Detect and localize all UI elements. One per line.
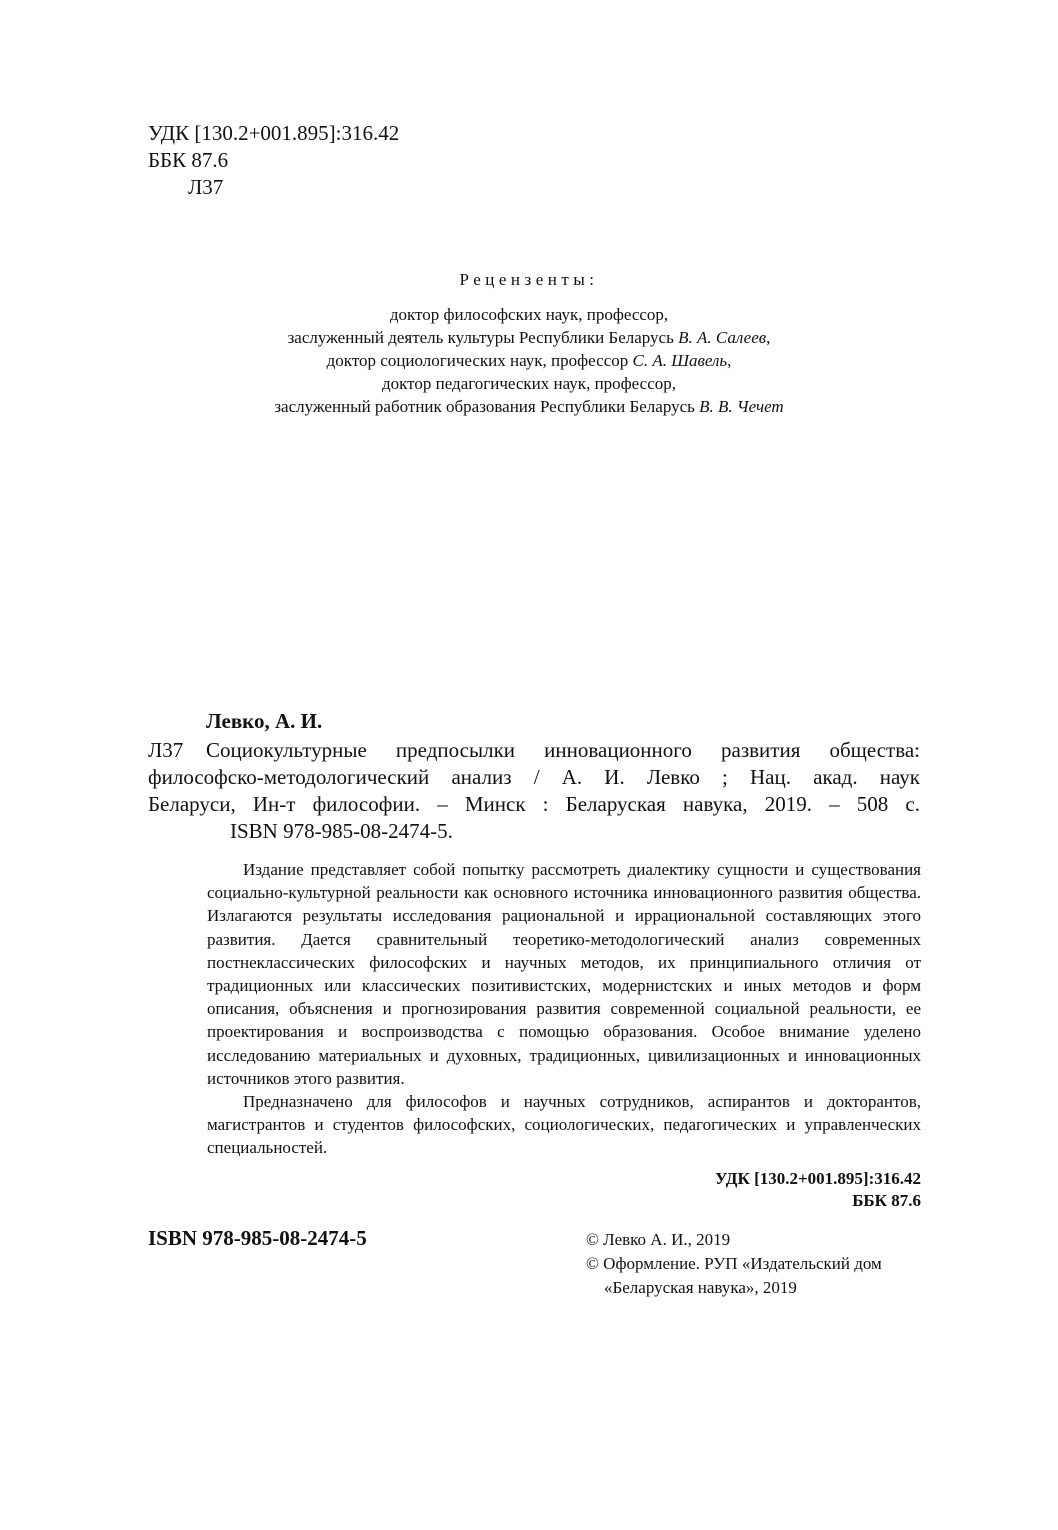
entry-continuation bbox=[148, 764, 920, 818]
copyright-line-3: «Беларуская навука», 2019 bbox=[604, 1278, 797, 1297]
reviewers-block bbox=[0, 268, 1058, 418]
entry-text bbox=[148, 737, 920, 764]
reviewer-2-name: В. А. Салеев bbox=[678, 328, 767, 347]
author-mark: Л37 bbox=[188, 175, 224, 199]
udc-code: УДК [130.2+001.895]:316.42 bbox=[148, 121, 400, 145]
copyright-block bbox=[586, 1228, 926, 1300]
reviewer-5-title: заслуженный работник образования Республики Беларусь bbox=[274, 397, 700, 416]
reviewer-5-name: В. В. Чечет bbox=[699, 397, 784, 416]
entry-row bbox=[148, 737, 920, 764]
entry-line-2: философско-методологический анализ / А. И. Левко ; Нац. акад. наук bbox=[148, 765, 920, 789]
reviewers-title: Рецензенты: bbox=[459, 270, 599, 289]
codes-bottom bbox=[715, 1168, 921, 1212]
reviewer-3-name: С. А. Шавель bbox=[632, 351, 728, 370]
reviewer-line-4: доктор педагогических наук, профессор, bbox=[381, 374, 676, 393]
reviewer-line-3 bbox=[0, 349, 1058, 372]
classification-block bbox=[148, 120, 399, 201]
entry-line-1: Социокультурные предпосылки инновационного развития общества: bbox=[206, 738, 920, 762]
abstract-paragraph-2: Предназначено для философов и научных сотрудников, аспирантов и докторантов, магистрантов и студентов философских, социологических, педагогических и управленческих специальностей. bbox=[207, 1092, 921, 1158]
entry-isbn: ISBN 978-985-08-2474-5. bbox=[230, 819, 453, 843]
bbk-code: ББК 87.6 bbox=[148, 148, 229, 172]
copyright-line-2: © Оформление. РУП «Издательский дом bbox=[586, 1254, 882, 1273]
entry-line-3: Беларуси, Ин-т философии. – Минск : Беларуская навука, 2019. – 508 с. bbox=[148, 792, 920, 816]
entry-code: Л37 bbox=[148, 738, 184, 762]
reviewer-3-title: доктор социологических наук, профессор bbox=[326, 351, 633, 370]
entry-author: Левко, А. И. bbox=[206, 709, 323, 733]
bbk-code-bottom: ББК 87.6 bbox=[852, 1191, 921, 1210]
reviewer-line-2 bbox=[0, 326, 1058, 349]
reviewer-2-end: , bbox=[766, 328, 771, 347]
copyright-line-1: © Левко А. И., 2019 bbox=[586, 1230, 731, 1249]
reviewer-2-title: заслуженный деятель культуры Республики Беларусь bbox=[287, 328, 679, 347]
reviewer-line-1: доктор философских наук, профессор, bbox=[389, 305, 669, 324]
isbn-bottom: ISBN 978-985-08-2474-5 bbox=[148, 1226, 367, 1250]
reviewer-3-end: , bbox=[727, 351, 732, 370]
reviewer-line-5 bbox=[0, 395, 1058, 418]
bibliographic-entry bbox=[148, 708, 920, 845]
udc-code-bottom: УДК [130.2+001.895]:316.42 bbox=[715, 1169, 921, 1188]
abstract-paragraph-1: Издание представляет собой попытку рассмотреть диалектику сущности и существования социально-культурной реальности как основного источника инновационного развития общества. Излагаются результаты исследования рациональной и иррациональной составляющих этого развития. Дается сравнительный теоретико-методологический анализ современных постнеклассических философских и научных методов, их принципиального отличия от традиционных или классических позитивистских, модернистских и иных методов и форм описания, объяснения и прогнозирования развития современной социальной реальности, ее проектирования и воспроизводства с помощью образования. Особое внимание уделено исследованию материальных и духовных, традиционных, цивилизационных и инновационных источников этого развития. bbox=[207, 860, 921, 1088]
abstract bbox=[207, 858, 921, 1160]
